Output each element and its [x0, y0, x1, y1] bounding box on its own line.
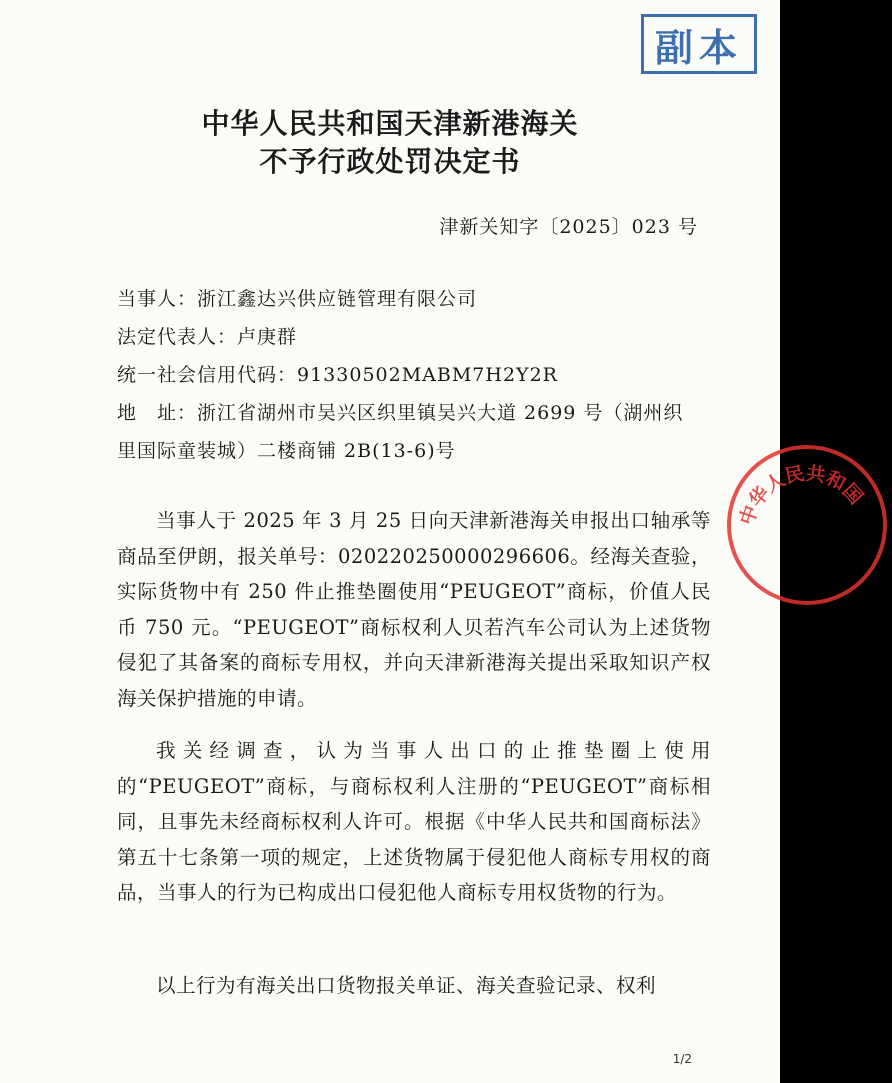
- address-line2: 里国际童装城）二楼商铺 2B(13-6)号: [117, 440, 456, 462]
- seal-text: 中华人民共和国: [735, 462, 867, 528]
- legal-representative: 法定代表人：卢庚群: [117, 326, 298, 348]
- paragraph-findings: 我关经调查，认为当事人出口的止推垫圈上使用的“PEUGEOT”商标，与商标权利人注册的“PEUGEOT”商标相同，且事先未经商标权利人许可。根据《中华人民共和国商标法》第五十七条第一项的规定，上述货物属于侵犯他人商标专用权的商品，当事人的行为已构成出口侵犯他人商标专用权货物的行为。: [117, 739, 711, 905]
- party-name: 当事人：浙江鑫达兴供应链管理有限公司: [117, 288, 478, 310]
- paragraph-evidence: 以上行为有海关出口货物报关单证、海关查验记录、权利: [156, 974, 657, 997]
- document-title-line1: 中华人民共和国天津新港海关: [201, 107, 579, 140]
- copy-stamp-text: 副本: [654, 25, 743, 70]
- page-number: 1/2: [672, 1052, 692, 1066]
- paragraph-facts: 当事人于 2025 年 3 月 25 日向天津新港海关申报出口轴承等商品至伊朗，报关单号：020220250000296606。经海关查验，实际货物中有 250 件止推垫圈使用“PEUGEOT”商标，价值人民币 750 元。“PEUGEOT”商标权利人贝若汽车公司认为上述货物侵犯了其备案的商标专用权，并向天津新港海关提出采取知识产权海关保护措施的申请。: [117, 509, 711, 710]
- document-number: 津新关知字〔2025〕023 号: [439, 216, 698, 238]
- svg-text:中华人民共和国: [735, 461, 867, 527]
- credit-code: 统一社会信用代码：91330502MABM7H2Y2R: [117, 364, 558, 386]
- copy-stamp: [641, 14, 757, 74]
- address-line1: 地 址：浙江省湖州市吴兴区织里镇吴兴大道 2699 号（湖州织: [117, 402, 684, 424]
- official-seal: [722, 440, 892, 610]
- document-title-line2: 不予行政处罚决定书: [259, 145, 521, 178]
